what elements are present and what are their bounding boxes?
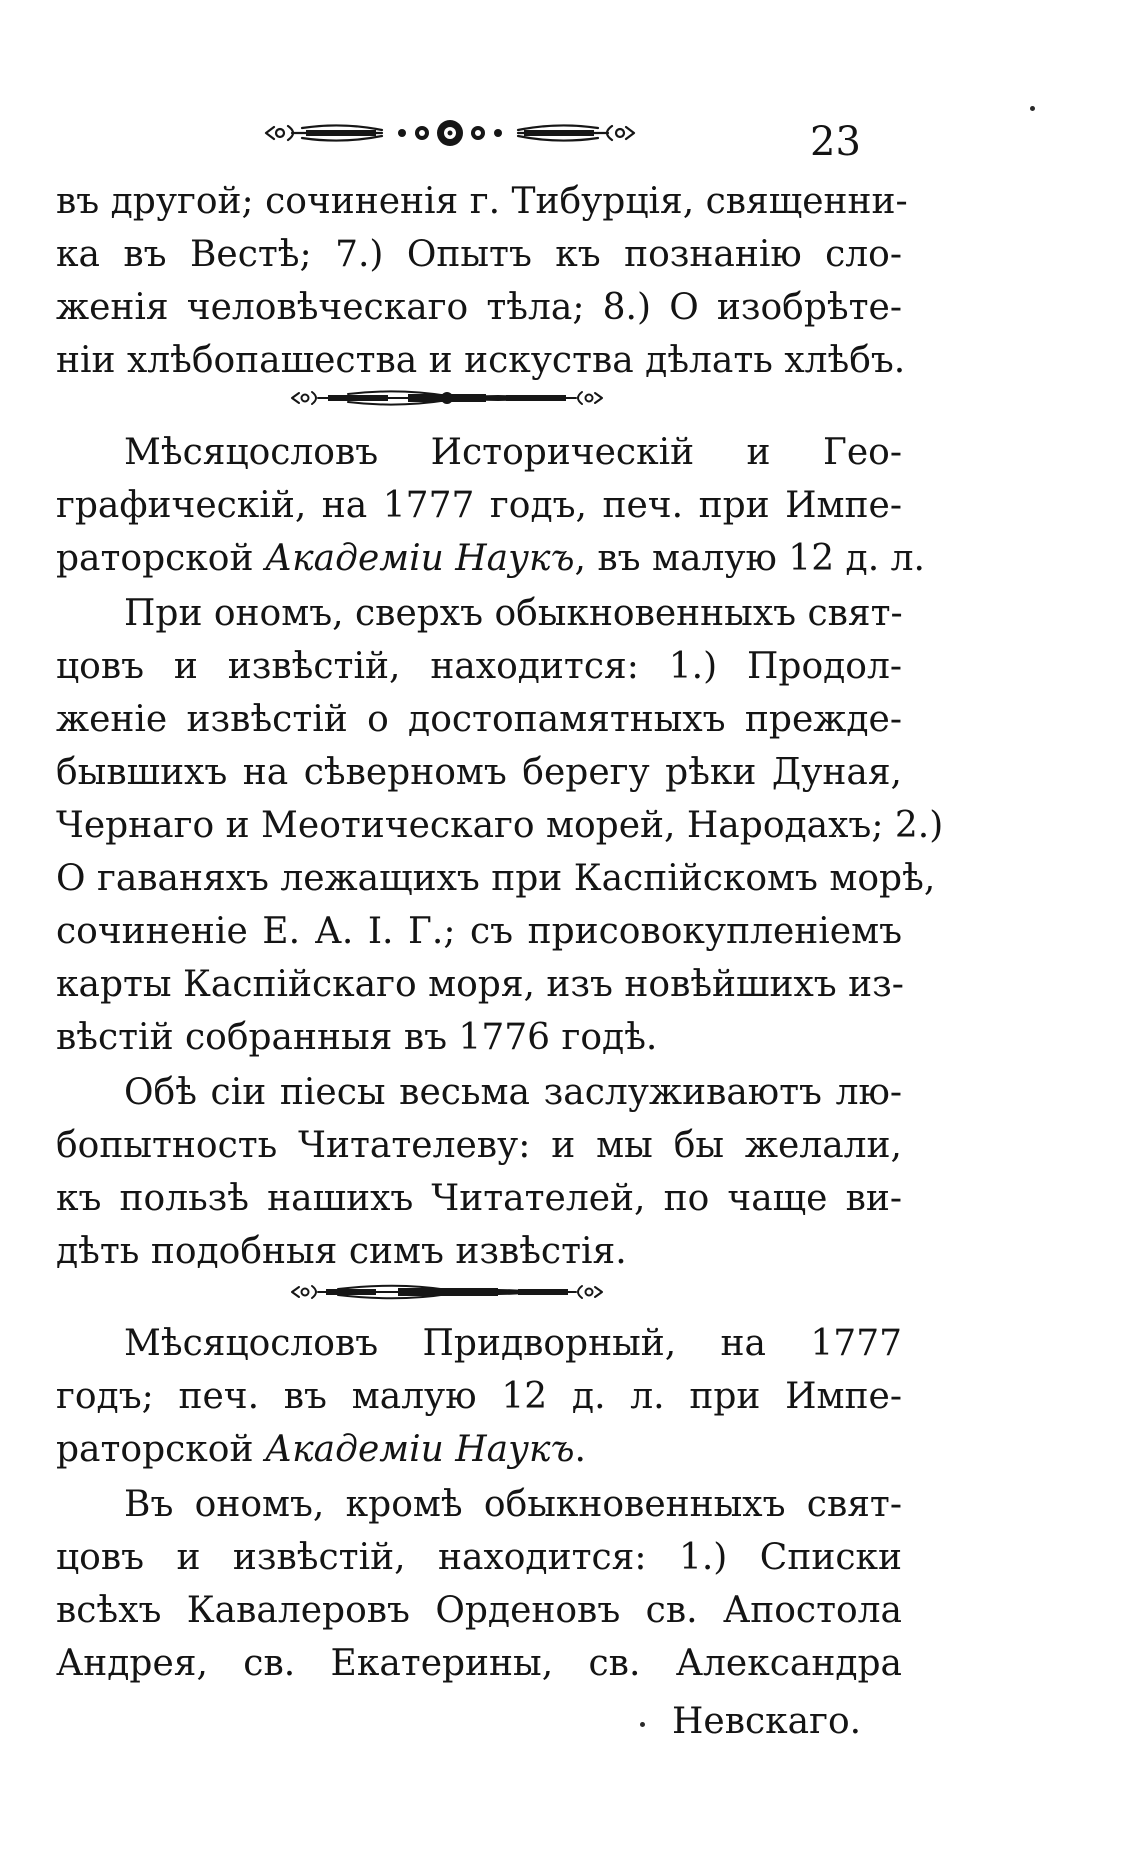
text-line: Обѣ сіи піесы весьма заслуживаютъ лю-: [124, 1072, 902, 1113]
text-line: всѣхъ Кавалеровъ Орденовъ св. Апостола: [56, 1590, 902, 1631]
section-divider-ornament-icon: [288, 386, 606, 410]
page-number: 23: [810, 119, 861, 165]
text-line: женіе извѣстій о достопамятныхъ прежде-: [56, 699, 902, 740]
text-line: [56, 1428, 586, 1472]
italic-title: Академіи Наукъ: [264, 1429, 575, 1470]
text-line: дѣть подобныя симъ извѣстія.: [56, 1231, 627, 1272]
text-line: бопытность Читателеву: и мы бы желали,: [56, 1125, 902, 1166]
text-line: женія человѣческаго тѣла; 8.) О изобрѣте-: [56, 287, 902, 328]
text-line: О гаваняхъ лежащихъ при Каспійскомъ морѣ,: [56, 858, 936, 899]
text-line: цовъ и извѣстій, находится: 1.) Списки: [56, 1537, 902, 1578]
italic-title: Академіи Наукъ: [264, 538, 575, 579]
text-line: ніи хлѣбопашества и искуства дѣлать хлѣбъ.: [56, 340, 906, 381]
text-line: Андрея, св. Екатерины, св. Александра: [56, 1643, 902, 1684]
text-run: раторской: [56, 538, 265, 579]
section-divider-ornament-icon: [288, 1280, 606, 1304]
text-line: бывшихъ на сѣверномъ берегу рѣки Дуная,: [56, 752, 902, 793]
text-run: .: [574, 1429, 586, 1470]
text-line: Чернаго и Меотическаго морей, Народахъ; 2.): [56, 805, 944, 846]
text-line: карты Каспійскаго моря, изъ новѣйшихъ из-: [56, 964, 904, 1005]
text-line: вѣстій собранныя въ 1776 годѣ.: [56, 1017, 658, 1058]
text-line: годъ; печ. въ малую 12 д. л. при Импе-: [56, 1376, 902, 1417]
text-run: раторской: [56, 1429, 265, 1470]
header-ornament-icon: [262, 116, 638, 150]
text-line: цовъ и извѣстій, находится: 1.) Продол-: [56, 646, 902, 687]
text-line: сочиненіе Е. А. І. Г.; съ присовокупленіемъ: [56, 911, 902, 952]
entry-title-line: Мѣсяцословъ Придворный, на 1777: [124, 1323, 902, 1364]
text-run: , въ малую 12 д. л.: [574, 538, 925, 579]
entry-title-line: Мѣсяцословъ Историческій и Гео-: [124, 432, 902, 473]
text-line: графическій, на 1777 годъ, печ. при Импе-: [56, 485, 902, 526]
text-line: въ другой; сочиненія г. Тибурція, священни-: [56, 181, 908, 222]
print-speck: [1030, 106, 1035, 111]
text-line: Въ ономъ, кромѣ обыкновенныхъ свят-: [124, 1484, 902, 1525]
text-line: При ономъ, сверхъ обыкновенныхъ свят-: [124, 593, 903, 634]
print-speck: [640, 1722, 645, 1727]
text-line: къ пользѣ нашихъ Читателей, по чаще ви-: [56, 1178, 902, 1219]
text-line: ка въ Вестѣ; 7.) Опытъ къ познанію сло-: [56, 234, 902, 275]
catchword: Невскаго.: [672, 1701, 862, 1742]
text-line: [56, 537, 925, 581]
